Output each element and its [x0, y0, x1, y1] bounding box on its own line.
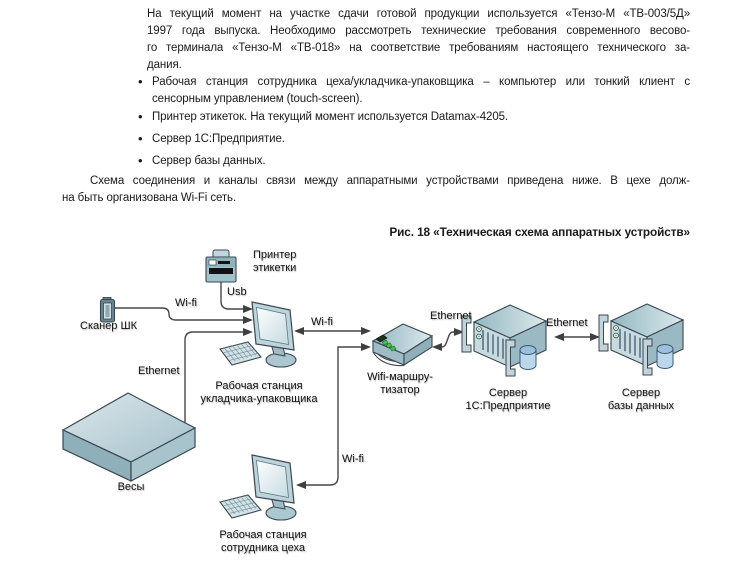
paragraph-line: На текущий момент на участке сдачи готовой продукции используется «Тензо-М «ТВ-003/5Д»	[147, 8, 690, 20]
wifi-ws2-label: Wi-fi	[342, 453, 364, 465]
bullet-marker: •	[138, 74, 143, 89]
bullet-item	[138, 131, 690, 148]
workstation-packer-icon	[220, 302, 296, 367]
scales-icon	[63, 393, 195, 481]
wifi-router-label: Wifi-маршру- тизатор	[367, 371, 433, 396]
label-printer-icon	[206, 250, 236, 282]
workstation-packer-label: Рабочая станция укладчика-упаковщика	[200, 380, 318, 405]
label-printer-label: Принтер этикетки	[253, 249, 297, 274]
bullet-line: Сервер базы данных.	[152, 155, 266, 167]
paragraph-line: Схема соединения и каналы связи между аппаратными устройствами приведена ниже. В цехе долж-	[90, 175, 690, 187]
bullet-line: Принтер этикеток. На текущий момент используется Datamax-4205.	[152, 111, 509, 123]
paragraph-line: на быть организована Wi-Fi сеть.	[62, 192, 237, 204]
usb-connection-label: Usb	[227, 286, 247, 298]
ethernet-router-line	[442, 332, 454, 347]
ethernet-servers-label: Ethernet	[546, 317, 588, 329]
wifi-scanner-label: Wi-fi	[175, 297, 197, 309]
server-db-icon	[599, 304, 683, 375]
bullet-item	[138, 109, 690, 126]
wifi-router-icon	[373, 324, 432, 366]
bullet-marker: •	[138, 109, 143, 124]
bullet-line: Сервер 1С:Предприятие.	[152, 133, 285, 145]
barcode-scanner-label: Сканер ШК	[80, 320, 137, 332]
paragraph-line: дания.	[147, 59, 182, 71]
scales-label: Весы	[117, 481, 145, 493]
bullet-item	[138, 153, 690, 170]
bullet-marker: •	[138, 131, 143, 146]
wifi-scanner-line	[114, 308, 243, 320]
bullet-item	[138, 74, 690, 108]
bullet-line: Рабочая станция сотрудника цеха/укладчика-упаковщика – компьютер или тонкий клиент с	[152, 76, 690, 88]
figure-caption: Рис. 18 «Техническая схема аппаратных устройств»	[389, 225, 690, 239]
workstation-shop-icon	[220, 455, 296, 520]
paragraph-line: 1997 года выпуска. Необходимо рассмотреть технические требования современного весово-	[147, 25, 690, 37]
ethernet-scales-label: Ethernet	[138, 365, 180, 377]
wifi-ws1-label: Wi-fi	[311, 316, 333, 328]
ethernet-router-label: Ethernet	[430, 310, 472, 322]
bullet-marker: •	[138, 153, 143, 168]
paragraph-schema	[62, 173, 690, 207]
bullet-line: сенсорным управлением (touch-screen).	[152, 93, 363, 105]
server-1c-label: Сервер 1С:Предприятие	[465, 387, 551, 412]
barcode-scanner-icon	[101, 298, 115, 323]
paragraph-terminal	[147, 6, 690, 74]
paragraph-line: го терминала «Тензо-М «ТВ-018» на соответствие требованиям настоящего технического за-	[147, 42, 690, 54]
workstation-shop-label: Рабочая станция сотрудника цеха	[219, 529, 307, 554]
server-1c-icon	[462, 305, 546, 376]
server-db-label: Сервер базы данных	[607, 387, 675, 412]
